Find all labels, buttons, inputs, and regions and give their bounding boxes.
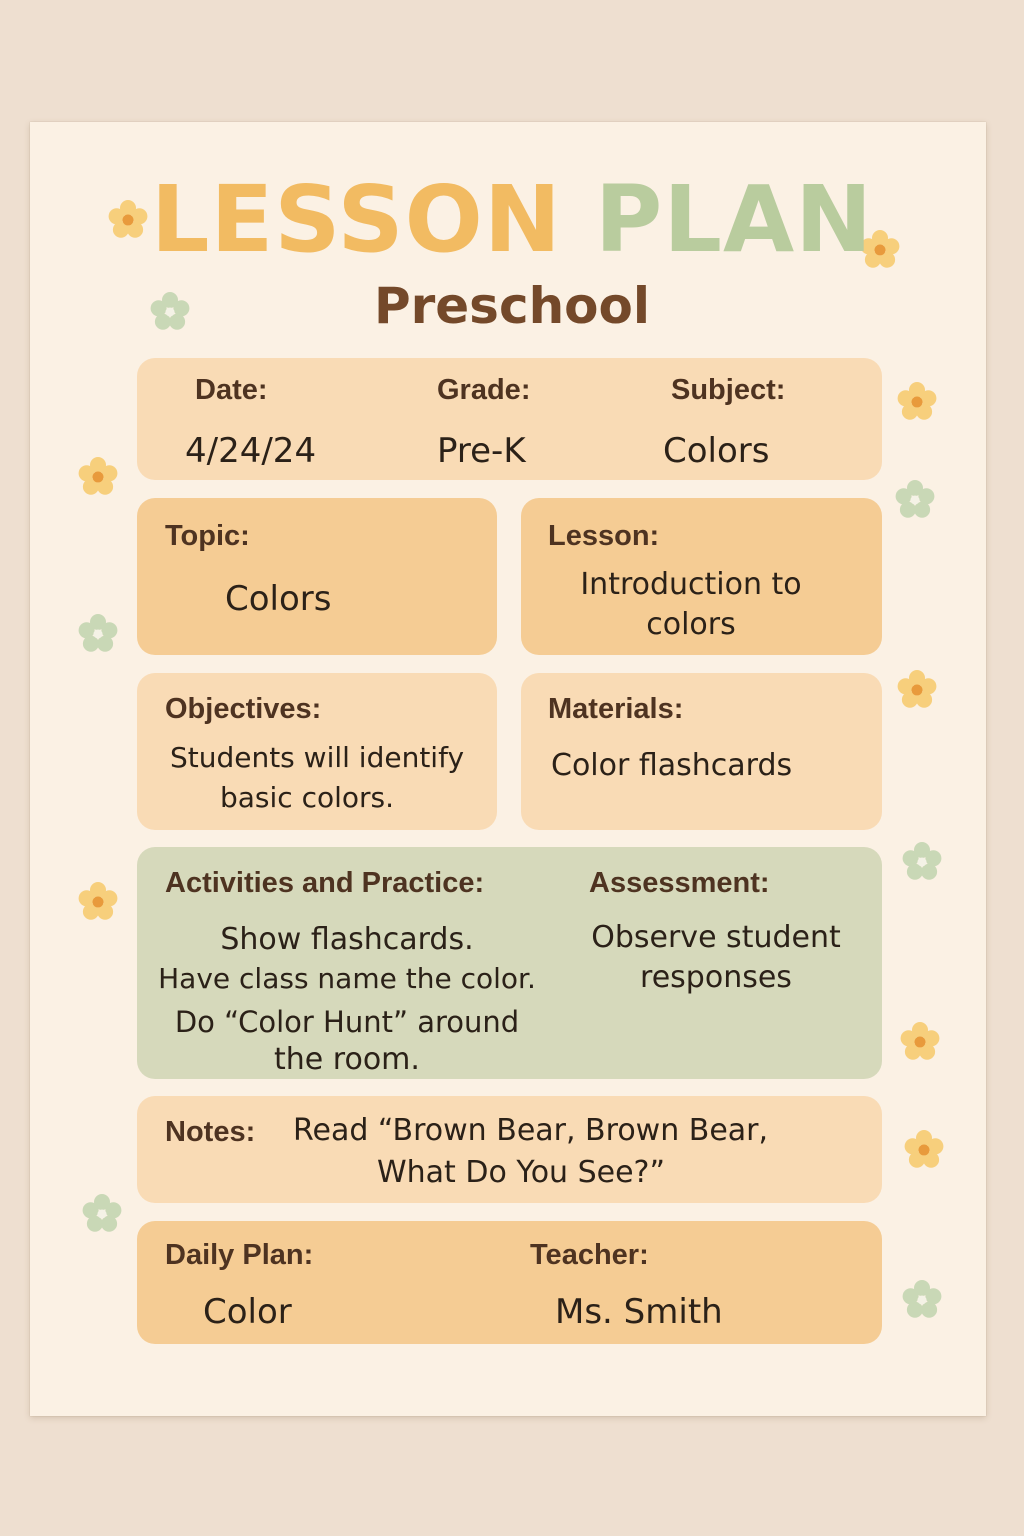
- flower-icon: [76, 455, 120, 499]
- flower-icon: [895, 668, 939, 712]
- subject-label: Subject:: [671, 374, 786, 406]
- grade-label: Grade:: [437, 374, 531, 406]
- activities-assessment-box: [137, 847, 882, 1079]
- teacher-value: Ms. Smith: [555, 1292, 723, 1332]
- flower-icon: [898, 1020, 942, 1064]
- lesson-line-1: Introduction to: [580, 567, 802, 602]
- grade-value: Pre-K: [437, 431, 526, 471]
- flower-icon: [895, 380, 939, 424]
- flower-icon: [80, 1192, 124, 1236]
- page-title: [0, 155, 1024, 285]
- lesson-label: Lesson:: [548, 520, 660, 552]
- topic-box: [137, 498, 497, 655]
- notes-line-2: What Do You See?”: [377, 1155, 666, 1190]
- date-label: Date:: [195, 374, 268, 406]
- assessment-line-2: responses: [640, 960, 792, 995]
- flower-icon: [76, 880, 120, 924]
- daily-plan-value: Color: [203, 1292, 292, 1332]
- daily-plan-teacher-box: [137, 1221, 882, 1344]
- assessment-label: Assessment:: [589, 867, 770, 899]
- activities-line-3: Do “Color Hunt” around: [174, 1005, 520, 1039]
- title-word-plan: PLAN: [594, 166, 874, 273]
- activities-label: Activities and Practice:: [165, 867, 485, 899]
- title-word-lesson: LESSON: [150, 166, 562, 273]
- materials-box: [521, 673, 882, 830]
- notes-box: [137, 1096, 882, 1203]
- flower-icon: [76, 612, 120, 656]
- lesson-line-2: colors: [646, 607, 736, 642]
- activities-line-2: Have class name the color.: [158, 962, 536, 995]
- objectives-label: Objectives:: [165, 693, 322, 725]
- objectives-line-2: basic colors.: [219, 781, 395, 814]
- assessment-line-1: Observe student: [591, 920, 841, 955]
- topic-value: Colors: [225, 579, 332, 619]
- daily-plan-label: Daily Plan:: [165, 1239, 314, 1271]
- activities-line-4: the room.: [274, 1042, 420, 1077]
- date-value: 4/24/24: [185, 431, 317, 471]
- objectives-line-1: Students will identify: [169, 741, 465, 774]
- materials-label: Materials:: [548, 693, 684, 725]
- topic-label: Topic:: [165, 520, 250, 552]
- flower-icon: [900, 1278, 944, 1322]
- flower-icon: [902, 1128, 946, 1172]
- lesson-box: [521, 498, 882, 655]
- teacher-label: Teacher:: [530, 1239, 649, 1271]
- flower-icon: [900, 840, 944, 884]
- activities-line-1: Show flashcards.: [220, 922, 474, 957]
- subject-value: Colors: [663, 431, 770, 471]
- page-subtitle: Preschool: [373, 277, 651, 335]
- objectives-box: [137, 673, 497, 830]
- info-row-box: [137, 358, 882, 480]
- flower-icon: [893, 478, 937, 522]
- notes-line-1: Read “Brown Bear, Brown Bear,: [293, 1113, 769, 1148]
- materials-value: Color flashcards: [551, 748, 793, 783]
- notes-label: Notes:: [165, 1116, 256, 1148]
